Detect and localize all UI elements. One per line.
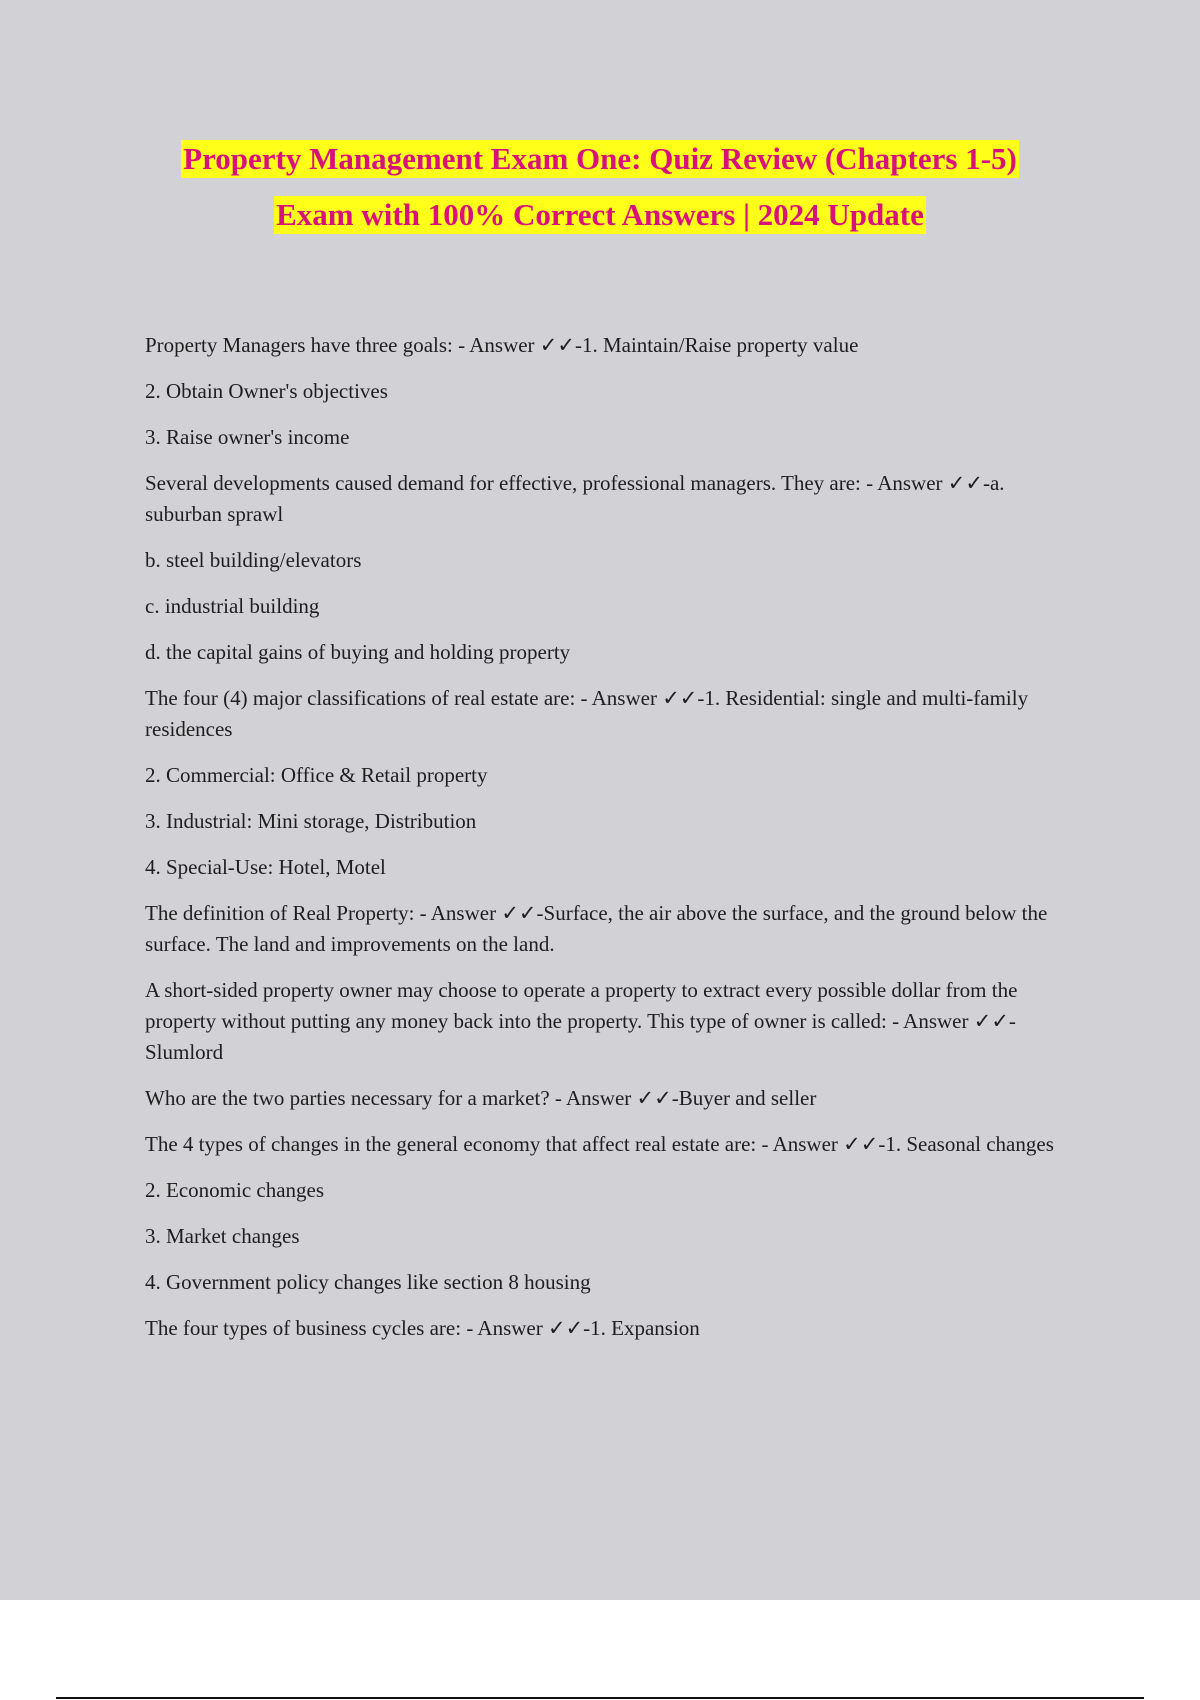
- paragraph: 2. Economic changes: [145, 1178, 325, 1202]
- paragraph: 4. Special-Use: Hotel, Motel: [145, 855, 386, 879]
- paragraph: 4. Government policy changes like section 8 housing: [145, 1270, 591, 1294]
- paragraph: The four types of business cycles are: - Answer ✓✓-1. Expansion: [145, 1316, 700, 1340]
- paragraph: A short-sided property owner may choose to operate a property to extract every possible dollar from the property without putting any money back into the property. This type of owner is called: - Answer ✓✓-Slumlord: [145, 978, 1018, 1064]
- paragraph: Who are the two parties necessary for a market? - Answer ✓✓-Buyer and seller: [145, 1086, 817, 1110]
- paragraph: b. steel building/elevators: [145, 548, 362, 572]
- paragraph: The 4 types of changes in the general economy that affect real estate are: - Answer ✓✓-1. Seasonal changes: [145, 1132, 1054, 1156]
- paragraph: 3. Raise owner's income: [145, 425, 350, 449]
- paragraph: Several developments caused demand for effective, professional managers. They are: - Answer ✓✓-a. suburban sprawl: [145, 471, 1005, 526]
- paragraph: d. the capital gains of buying and holding property: [145, 640, 571, 664]
- document-title: [0, 140, 1200, 234]
- title-line-2: Exam with 100% Correct Answers | 2024 Update: [276, 197, 924, 232]
- paragraph: The definition of Real Property: - Answer ✓✓-Surface, the air above the surface, and the ground below the surface. The land and improvements on the land.: [145, 901, 1048, 956]
- document-body: [145, 330, 1075, 1359]
- paragraph: The four (4) major classifications of real estate are: - Answer ✓✓-1. Residential: single and multi-family residences: [145, 686, 1029, 741]
- paragraph: Property Managers have three goals: - Answer ✓✓-1. Maintain/Raise property value: [145, 333, 859, 357]
- paragraph: 3. Industrial: Mini storage, Distribution: [145, 809, 477, 833]
- paragraph: c. industrial building: [145, 594, 320, 618]
- paragraph: 2. Obtain Owner's objectives: [145, 379, 388, 403]
- title-line-1: Property Management Exam One: Quiz Review (Chapters 1-5): [183, 141, 1017, 176]
- paragraph: 2. Commercial: Office & Retail property: [145, 763, 488, 787]
- footer-divider: [56, 1697, 1144, 1699]
- paragraph: 3. Market changes: [145, 1224, 300, 1248]
